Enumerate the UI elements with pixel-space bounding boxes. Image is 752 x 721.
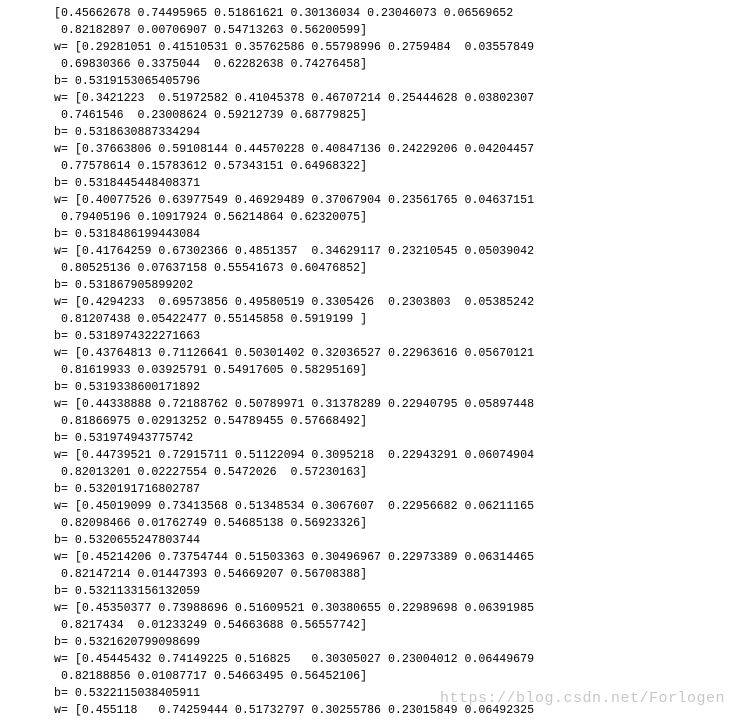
console-line: w= [0.40077526 0.63977549 0.46929489 0.37067904 0.23561765 0.04637151	[54, 194, 535, 207]
console-line: w= [0.29281051 0.41510531 0.35762586 0.55798996 0.2759484 0.03557849	[54, 41, 535, 54]
console-line: b= 0.531867905899202	[54, 279, 194, 292]
console-line: w= [0.44338888 0.72188762 0.50789971 0.31378289 0.22940795 0.05897448	[54, 398, 535, 411]
console-line: w= [0.45019099 0.73413568 0.51348534 0.3067607 0.22956682 0.06211165	[54, 500, 535, 513]
console-line: b= 0.5320191716802787	[54, 483, 201, 496]
console-line: w= [0.455118 0.74259444 0.51732797 0.30255786 0.23015849 0.06492325	[54, 704, 535, 717]
console-line: w= [0.45214206 0.73754744 0.51503363 0.30496967 0.22973389 0.06314465	[54, 551, 535, 564]
console-line: 0.8217434 0.01233249 0.54663688 0.56557742]	[54, 619, 368, 632]
console-line: w= [0.45445432 0.74149225 0.516825 0.30305027 0.23004012 0.06449679	[54, 653, 535, 666]
console-line: w= [0.41764259 0.67302366 0.4851357 0.34629117 0.23210545 0.05039042	[54, 245, 535, 258]
console-line: b= 0.5320655247803744	[54, 534, 201, 547]
console-line: w= [0.43764813 0.71126641 0.50301402 0.32036527 0.22963616 0.05670121	[54, 347, 535, 360]
console-line: b= 0.5319153065405796	[54, 75, 201, 88]
console-line: 0.82182897 0.00706907 0.54713263 0.56200599]	[54, 24, 368, 37]
console-line: 0.80525136 0.07637158 0.55541673 0.60476852]	[54, 262, 368, 275]
console-line: b= 0.531974943775742	[54, 432, 194, 445]
console-line: 0.82188856 0.01087717 0.54663495 0.56452106]	[54, 670, 368, 683]
console-line: b= 0.5318630887334294	[54, 126, 201, 139]
console-line: b= 0.5321620799098699	[54, 636, 201, 649]
console-line: b= 0.5318445448408371	[54, 177, 201, 190]
console-line: 0.81866975 0.02913252 0.54789455 0.57668492]	[54, 415, 368, 428]
console-line: w= [0.44739521 0.72915711 0.51122094 0.3095218 0.22943291 0.06074904	[54, 449, 535, 462]
console-line: 0.82098466 0.01762749 0.54685138 0.56923326]	[54, 517, 368, 530]
console-line: 0.69830366 0.3375044 0.62282638 0.74276458]	[54, 58, 368, 71]
console-line: b= 0.5322115038405911	[54, 687, 201, 700]
console-line: 0.77578614 0.15783612 0.57343151 0.64968322]	[54, 160, 368, 173]
console-line: w= [0.3421223 0.51972582 0.41045378 0.46707214 0.25444628 0.03802307	[54, 92, 535, 105]
console-output-text	[54, 5, 534, 719]
console-line: [0.45662678 0.74495965 0.51861621 0.30136034 0.23046073 0.06569652	[54, 7, 514, 20]
console-line: w= [0.45350377 0.73988696 0.51609521 0.30380655 0.22989698 0.06391985	[54, 602, 535, 615]
console-line: w= [0.37663806 0.59108144 0.44570228 0.40847136 0.24229206 0.04204457	[54, 143, 535, 156]
console-line: 0.82147214 0.01447393 0.54669207 0.56708388]	[54, 568, 368, 581]
console-line: b= 0.5318486199443084	[54, 228, 201, 241]
console-line: b= 0.5319338600171892	[54, 381, 201, 394]
console-line: 0.7461546 0.23008624 0.59212739 0.68779825]	[54, 109, 368, 122]
console-line: 0.81619933 0.03925791 0.54917605 0.58295169]	[54, 364, 368, 377]
console-line: 0.79405196 0.10917924 0.56214864 0.62320075]	[54, 211, 368, 224]
console-line: w= [0.4294233 0.69573856 0.49580519 0.3305426 0.2303803 0.05385242	[54, 296, 535, 309]
watermark: https://blog.csdn.net/Forlogen	[440, 690, 726, 707]
console-line: b= 0.5318974322271663	[54, 330, 201, 343]
console-line: b= 0.5321133156132059	[54, 585, 201, 598]
console-line: 0.81207438 0.05422477 0.55145858 0.5919199 ]	[54, 313, 368, 326]
console-line: 0.82013201 0.02227554 0.5472026 0.57230163]	[54, 466, 368, 479]
